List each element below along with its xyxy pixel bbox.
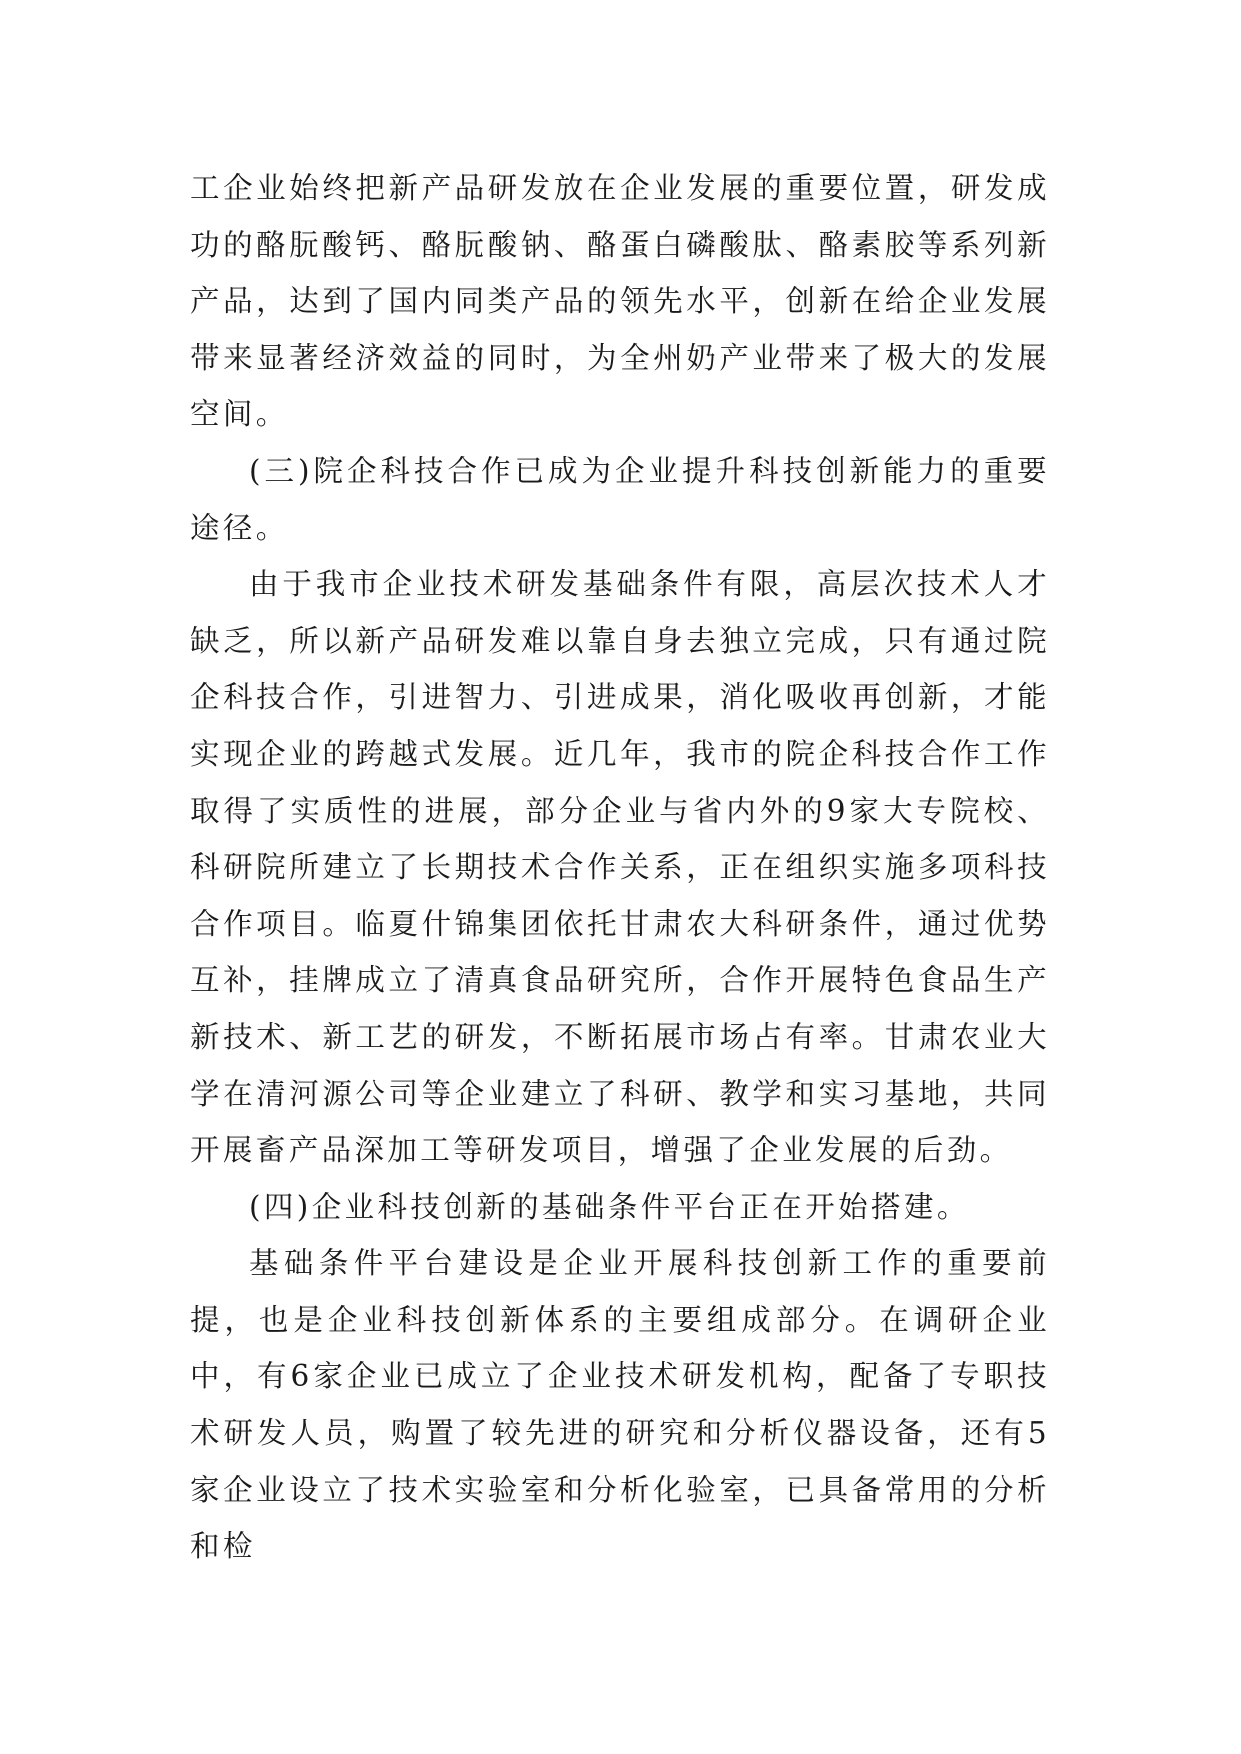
paragraph-cooperation: 由于我市企业技术研发基础条件有限，高层次技术人才缺乏，所以新产品研发难以靠自身去独立完成，只有通过院企科技合作，引进智力、引进成果，消化吸收再创新，才能实现企业的跨越式发展。近几年，我市的院企科技合作工作取得了实质性的进展，部分企业与省内外的9家大专院校、科研院所建立了长期技术合作关系，正在组织实施多项科技合作项目。临夏什锦集团依托甘肃农大科研条件，通过优势互补，挂牌成立了清真食品研究所，合作开展特色食品生产新技术、新工艺的研发，不断拓展市场占有率。甘肃农业大学在清河源公司等企业建立了科研、教学和实习基地，共同开展畜产品深加工等研发项目，增强了企业发展的后劲。 — [190, 567, 1050, 1168]
paragraph-platform: 基础条件平台建设是企业开展科技创新工作的重要前提，也是企业科技创新体系的主要组成部分。在调研企业中，有6家企业已成立了企业技术研发机构，配备了专职技术研发人员，购置了较先进的研究和分析仪器设备，还有5家企业设立了技术实验室和分析化验室，已具备常用的分析和检 — [190, 1246, 1050, 1564]
paragraph-continuation: 工企业始终把新产品研发放在企业发展的重要位置，研发成功的酪朊酸钙、酪朊酸钠、酪蛋白磷酸肽、酪素胶等系列新产品，达到了国内同类产品的领先水平，创新在给企业发展带来显著经济效益的同时，为全州奶产业带来了极大的发展空间。 — [190, 171, 1050, 432]
section-heading-4: (四)企业科技创新的基础条件平台正在开始搭建。 — [249, 1189, 970, 1224]
section-heading-3: (三)院企科技合作已成为企业提升科技创新能力的重要途径。 — [190, 453, 1050, 545]
body-text — [190, 160, 1050, 1575]
